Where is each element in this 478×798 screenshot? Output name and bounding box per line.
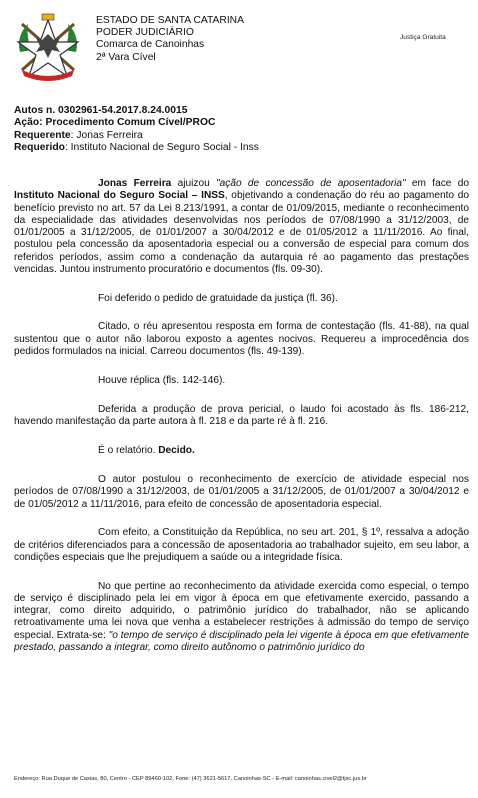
- jurisprudence-quote: "o tempo de serviço é disciplinado pela lei vigente à época em que efetivamente prestado, passando a integrar, como direito autônomo o patrimônio jurídico do: [14, 629, 469, 653]
- paragraph-5: Deferida a produção de prova pericial, o laudo foi acostado às fls. 186-212, havendo manifestação da parte autora à fl. 218 e da parte ré à fl. 216.: [14, 403, 469, 427]
- judiciary-name: PODER JUDICIÁRIO: [96, 27, 194, 39]
- paragraph-2: Foi deferido o pedido de gratuidade da justiça (fl. 36).: [98, 292, 338, 304]
- plaintiff-label: Requerente: [14, 129, 71, 141]
- case-action: Ação: Procedimento Comum Cível/PROC: [14, 117, 216, 129]
- defendant-value: : Instituto Nacional de Seguro Social - Inss: [64, 141, 259, 153]
- paragraph-9: [14, 581, 469, 655]
- free-justice-badge: Justiça Gratuita: [400, 34, 446, 41]
- paragraph-8: Com efeito, a Constituição da República, no seu art. 201, § 1º, ressalva a adoção de critérios diferenciados para a concessão de aposentadoria ao trabalhador sujeito, em seu labor, a condições especiais que lhe prejudiquem a saúde ou a integridade física.: [14, 527, 469, 563]
- court-division: 2ª Vara Cível: [96, 51, 156, 63]
- defendant-name: Instituto Nacional do Seguro Social – INSS: [14, 190, 225, 202]
- plaintiff-name: Jonas Ferreira: [98, 178, 172, 189]
- court-header: [96, 15, 244, 64]
- defendant-label: Requerido: [14, 141, 65, 153]
- paragraph-3: Citado, o réu apresentou resposta em forma de contestação (fls. 41-88), na qual sustentou que o autor não laborou exposto a agentes nocivos. Requereu a improcedência dos pedidos formulados na inicial. Carreou documentos (fls. 49-139).: [14, 321, 469, 357]
- text-span: ajuizou: [171, 178, 217, 189]
- paragraph-6: [14, 445, 469, 457]
- paragraph-1: [14, 178, 469, 276]
- action-quote: "ação de concessão de aposentadoria": [216, 178, 406, 189]
- state-name: ESTADO DE SANTA CATARINA: [96, 15, 244, 26]
- text-span: No que pertine ao reconhecimento da atividade exercida como especial, o tempo de serviço é disciplinado pela lei em vigor à época em que efetivamente exercido, passando a integrar, como direito adquirido, o patrimônio jurídico do trabalhador, não se aplicando retroativamente uma lei nova que venha a estabelecer restrições à admissão do tempo de serviço especial. Extrata-se:: [14, 580, 469, 641]
- court-address-footer: Endereço: Rua Duque de Caxias, 80, Centro - CEP 89460-102, Fone: (47) 3621-5617, Canoinhas-SC - E-mail: canoinhas.civel2@tjsc.jus.br: [14, 776, 367, 782]
- text-span: em face do: [405, 178, 469, 189]
- document-body: [14, 178, 469, 671]
- text-span: , objetivando a condenação do réu ao pagamento do benefício previsto no art. 57 da Lei 8.213/1991, a contar de 01/09/2015, mediante o reconhecimento da especialidade das atividades desenvolvidas nos períodos de 07/08/1990 a 31/12/2003, de 01/01/2005 a 31/12/2005, de 01/01/2007 a 30/04/2012 e de 01/05/2012 a 11/11/2016. Ao final, postulou pela concessão da aposentadoria especial ou a conversão de especial para comum dos referidos períodos, assim como a condenação da autarquia ré ao pagamento das prestações vencidas. Juntou instrumento procuratório e documentos (fls. 09-30).: [14, 190, 470, 275]
- decision-heading: Decido.: [158, 444, 195, 456]
- comarca-name: Comarca de Canoinhas: [96, 39, 205, 51]
- paragraph-4: Houve réplica (fls. 142-146).: [98, 374, 226, 386]
- defendant-line: [14, 142, 259, 154]
- plaintiff-value: : Jonas Ferreira: [70, 129, 143, 141]
- plaintiff-line: [14, 130, 259, 142]
- case-number: Autos n. 0302961-54.2017.8.24.0015: [14, 105, 188, 116]
- santa-catarina-coat-of-arms-icon: [12, 12, 84, 82]
- paragraph-7: O autor postulou o reconhecimento de exercício de atividade especial nos períodos de 07/08/1990 a 31/12/2003, de 01/01/2005 a 31/12/2005, de 01/01/2007 a 30/04/2012 e de 01/05/2012 a 11/11/2016, para efeito de concessão de aposentadoria especial.: [14, 474, 469, 510]
- text-span: É o relatório.: [98, 444, 159, 456]
- case-metadata: [14, 105, 259, 154]
